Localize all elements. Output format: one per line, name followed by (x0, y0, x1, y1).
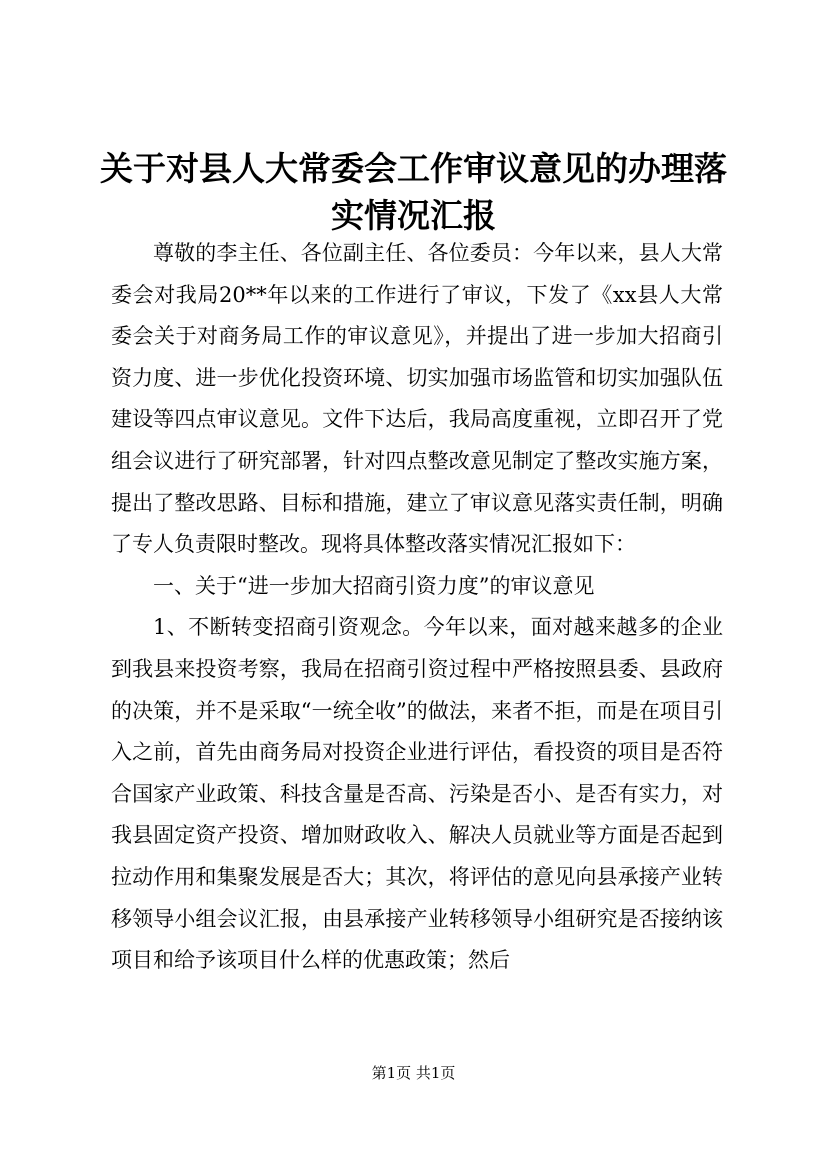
paragraph-item-1: 1、不断转变招商引资观念。今年以来，面对越来越多的企业到我县来投资考察，我局在招商引资过程中严格按照县委、县政府的决策，并不是采取“一统全收”的做法，来者不拒，而是在项目引入之前，首先由商务局对投资企业进行评估，看投资的项目是否符合国家产业政策、科技含量是否高、污染是否小、是否有实力，对我县固定资产投资、增加财政收入、解决人员就业等方面是否起到拉动作用和集聚发展是否大；其次，将评估的意见向县承接产业转移领导小组会议汇报，由县承接产业转移领导小组研究是否接纳该项目和给予该项目什么样的优惠政策；然后 (111, 615, 723, 973)
document-body (111, 233, 723, 982)
section-heading-1: 一、关于“进一步加大招商引资力度”的审议意见 (153, 573, 595, 598)
paragraph-greeting: 尊敬的李主任、各位副主任、各位委员：今年以来，县人大常委会对我局20**年以来的工作进行了审议，下发了《xx县人大常委会关于对商务局工作的审议意见》，并提出了进一步加大招商引资力度、进一步优化投资环境、切实加强市场监管和切实加强队伍建设等四点审议意见。文件下达后，我局高度重视，立即召开了党组会议进行了研究部署，针对四点整改意见制定了整改实施方案，提出了整改思路、目标和措施，建立了审议意见落实责任制，明确了专人负责限时整改。现将具体整改落实情况汇报如下： (111, 241, 723, 557)
page-number-footer: 第1页 共1页 (371, 1064, 456, 1082)
document-title: 关于对县人大常委会工作审议意见的办理落实情况汇报 (100, 149, 727, 235)
